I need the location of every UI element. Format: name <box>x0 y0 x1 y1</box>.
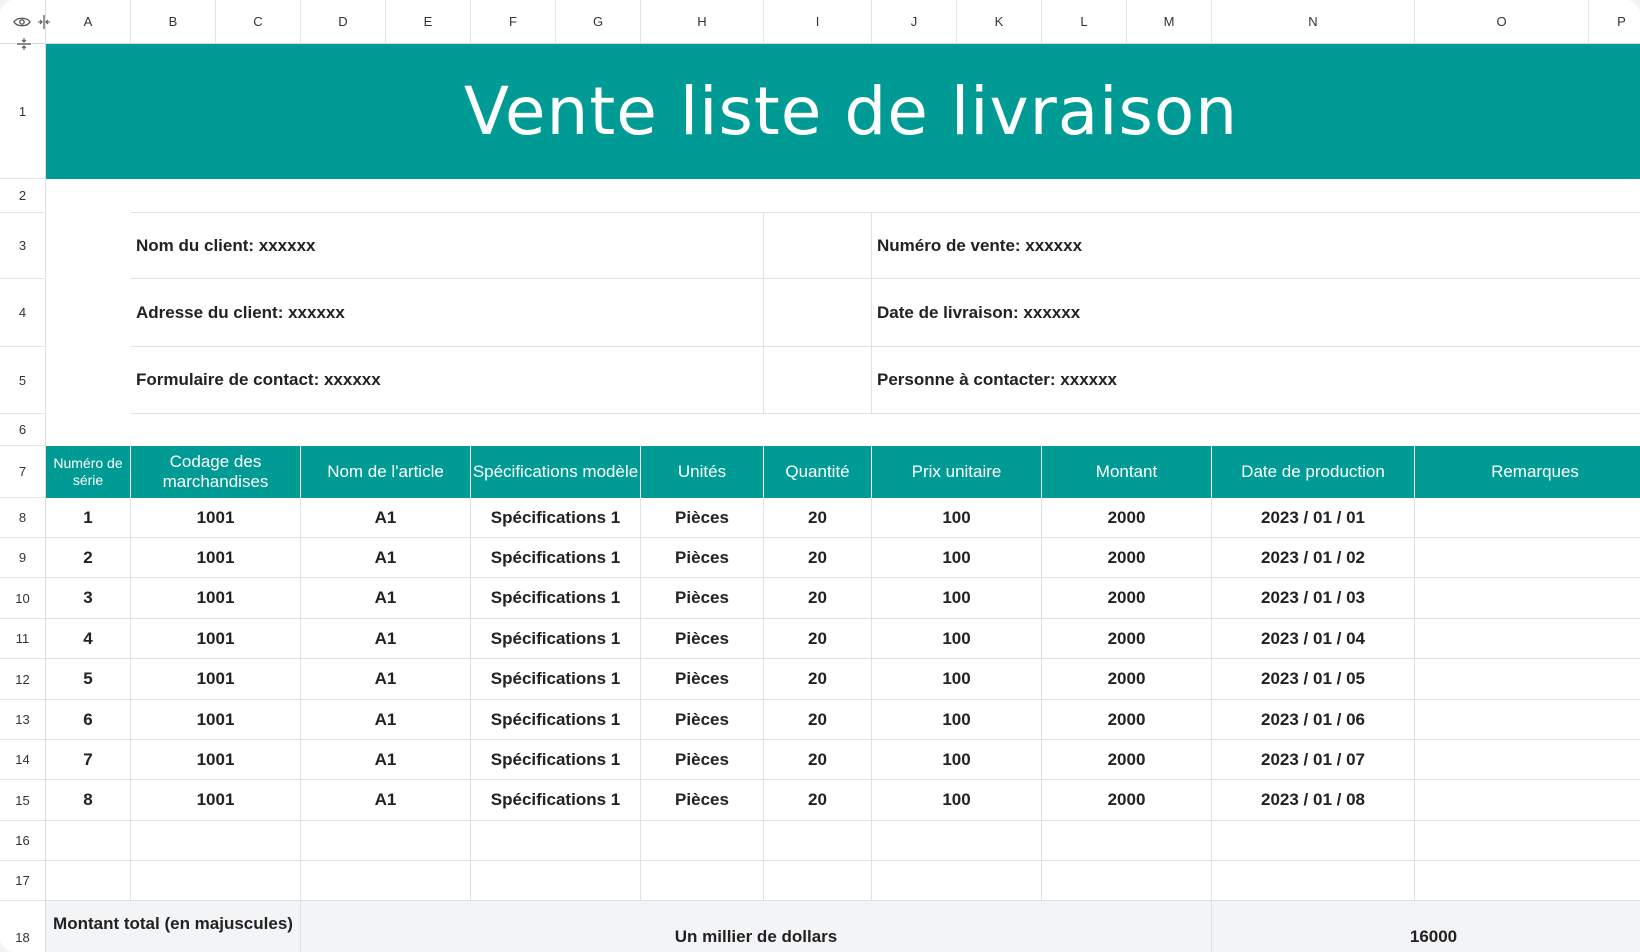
empty-cell[interactable] <box>46 861 131 901</box>
column-header-h[interactable]: H <box>641 0 764 44</box>
info-gap-cell[interactable] <box>764 213 872 279</box>
total-in-words[interactable]: Un millier de dollars <box>301 901 1212 952</box>
cell-serial-number[interactable]: 1 <box>46 498 131 538</box>
cell-units[interactable]: Pièces <box>641 700 764 740</box>
cell-unit-price[interactable]: 100 <box>872 619 1042 659</box>
cell-unit-price[interactable]: 100 <box>872 780 1042 821</box>
cell-model-specs[interactable]: Spécifications 1 <box>471 700 641 740</box>
cell-units[interactable]: Pièces <box>641 740 764 780</box>
row-2-cells[interactable] <box>131 179 1640 213</box>
cell-model-specs[interactable]: Spécifications 1 <box>471 538 641 578</box>
column-header-b[interactable]: B <box>131 0 216 44</box>
cell-amount[interactable]: 2000 <box>1042 659 1212 700</box>
row-header-11[interactable]: 11 <box>0 619 46 659</box>
total-label[interactable]: Montant total (en majuscules) <box>46 901 301 952</box>
cell-remarks[interactable] <box>1415 659 1640 700</box>
row-header-4[interactable]: 4 <box>0 279 46 347</box>
cell-production-date[interactable]: 2023 / 01 / 05 <box>1212 659 1415 700</box>
header-amount[interactable]: Montant <box>1042 446 1212 498</box>
cell-goods-code[interactable]: 1001 <box>131 659 301 700</box>
row-header-16[interactable]: 16 <box>0 821 46 861</box>
empty-cell[interactable] <box>1212 821 1415 861</box>
cell-goods-code[interactable]: 1001 <box>131 578 301 619</box>
cell-serial-number[interactable]: 2 <box>46 538 131 578</box>
cell-item-name[interactable]: A1 <box>301 740 471 780</box>
cell-remarks[interactable] <box>1415 780 1640 821</box>
cell-serial-number[interactable]: 7 <box>46 740 131 780</box>
select-all-corner[interactable] <box>0 0 46 44</box>
cell-remarks[interactable] <box>1415 740 1640 780</box>
info-contact-form[interactable]: Formulaire de contact: xxxxxx <box>131 347 764 414</box>
cell-amount[interactable]: 2000 <box>1042 498 1212 538</box>
empty-cell[interactable] <box>764 861 872 901</box>
empty-cell[interactable] <box>1415 861 1640 901</box>
cell-amount[interactable]: 2000 <box>1042 619 1212 659</box>
empty-cell[interactable] <box>301 821 471 861</box>
empty-cell[interactable] <box>764 821 872 861</box>
column-header-e[interactable]: E <box>386 0 471 44</box>
cell-production-date[interactable]: 2023 / 01 / 01 <box>1212 498 1415 538</box>
cell-unit-price[interactable]: 100 <box>872 538 1042 578</box>
info-delivery-date[interactable]: Date de livraison: xxxxxx <box>872 279 1640 347</box>
cell-model-specs[interactable]: Spécifications 1 <box>471 780 641 821</box>
header-quantity[interactable]: Quantité <box>764 446 872 498</box>
cell-units[interactable]: Pièces <box>641 659 764 700</box>
cell-production-date[interactable]: 2023 / 01 / 07 <box>1212 740 1415 780</box>
empty-cell[interactable] <box>641 861 764 901</box>
column-header-a[interactable]: A <box>46 0 131 44</box>
row-header-10[interactable]: 10 <box>0 578 46 619</box>
empty-cell[interactable] <box>872 861 1042 901</box>
info-gap-cell[interactable] <box>764 279 872 347</box>
row-header-6[interactable]: 6 <box>0 414 46 446</box>
empty-cell[interactable] <box>301 861 471 901</box>
empty-cell[interactable] <box>1042 821 1212 861</box>
cell-amount[interactable]: 2000 <box>1042 538 1212 578</box>
cell-amount[interactable]: 2000 <box>1042 780 1212 821</box>
info-client-address[interactable]: Adresse du client: xxxxxx <box>131 279 764 347</box>
cell-item-name[interactable]: A1 <box>301 780 471 821</box>
row-header-3[interactable]: 3 <box>0 213 46 279</box>
cell-quantity[interactable]: 20 <box>764 538 872 578</box>
header-item-name[interactable]: Nom de l'article <box>301 446 471 498</box>
cell-serial-number[interactable]: 8 <box>46 780 131 821</box>
cell-goods-code[interactable]: 1001 <box>131 619 301 659</box>
column-header-n[interactable]: N <box>1212 0 1415 44</box>
row-header-1[interactable]: 1 <box>0 44 46 179</box>
cell-remarks[interactable] <box>1415 619 1640 659</box>
cell-unit-price[interactable]: 100 <box>872 498 1042 538</box>
cell-unit-price[interactable]: 100 <box>872 659 1042 700</box>
column-header-l[interactable]: L <box>1042 0 1127 44</box>
cell-item-name[interactable]: A1 <box>301 659 471 700</box>
info-client-name[interactable]: Nom du client: xxxxxx <box>131 213 764 279</box>
row-header-18[interactable]: 18 <box>0 901 46 952</box>
cell-item-name[interactable]: A1 <box>301 619 471 659</box>
cell-model-specs[interactable]: Spécifications 1 <box>471 498 641 538</box>
total-value[interactable]: 16000 <box>1212 901 1640 952</box>
row-header-17[interactable]: 17 <box>0 861 46 901</box>
cell-item-name[interactable]: A1 <box>301 538 471 578</box>
cell-goods-code[interactable]: 1001 <box>131 740 301 780</box>
cell-remarks[interactable] <box>1415 700 1640 740</box>
cell-production-date[interactable]: 2023 / 01 / 06 <box>1212 700 1415 740</box>
row-header-8[interactable]: 8 <box>0 498 46 538</box>
empty-cell[interactable] <box>46 821 131 861</box>
info-contact-person[interactable]: Personne à contacter: xxxxxx <box>872 347 1640 414</box>
cell-units[interactable]: Pièces <box>641 780 764 821</box>
cell-quantity[interactable]: 20 <box>764 700 872 740</box>
cell-production-date[interactable]: 2023 / 01 / 08 <box>1212 780 1415 821</box>
row-header-15[interactable]: 15 <box>0 780 46 821</box>
cell-goods-code[interactable]: 1001 <box>131 700 301 740</box>
row-header-13[interactable]: 13 <box>0 700 46 740</box>
eye-icon[interactable] <box>13 16 31 28</box>
header-production-date[interactable]: Date de production <box>1212 446 1415 498</box>
cell-quantity[interactable]: 20 <box>764 659 872 700</box>
column-header-f[interactable]: F <box>471 0 556 44</box>
cell-serial-number[interactable]: 6 <box>46 700 131 740</box>
cell-item-name[interactable]: A1 <box>301 578 471 619</box>
cell-amount[interactable]: 2000 <box>1042 578 1212 619</box>
cell-remarks[interactable] <box>1415 498 1640 538</box>
cell-units[interactable]: Pièces <box>641 578 764 619</box>
cell-units[interactable]: Pièces <box>641 538 764 578</box>
freeze-rows-icon[interactable] <box>16 36 32 52</box>
empty-cell[interactable] <box>872 821 1042 861</box>
cell-quantity[interactable]: 20 <box>764 619 872 659</box>
header-remarks[interactable]: Remarques <box>1415 446 1640 498</box>
header-unit-price[interactable]: Prix unitaire <box>872 446 1042 498</box>
row-header-12[interactable]: 12 <box>0 659 46 700</box>
column-header-m[interactable]: M <box>1127 0 1212 44</box>
cell-remarks[interactable] <box>1415 578 1640 619</box>
column-header-i[interactable]: I <box>764 0 872 44</box>
header-serial-number[interactable]: Numéro de série <box>46 446 131 498</box>
cell-quantity[interactable]: 20 <box>764 498 872 538</box>
cell-item-name[interactable]: A1 <box>301 700 471 740</box>
column-header-d[interactable]: D <box>301 0 386 44</box>
cell-model-specs[interactable]: Spécifications 1 <box>471 578 641 619</box>
cell-model-specs[interactable]: Spécifications 1 <box>471 740 641 780</box>
column-header-g[interactable]: G <box>556 0 641 44</box>
cell-quantity[interactable]: 20 <box>764 740 872 780</box>
cell-production-date[interactable]: 2023 / 01 / 02 <box>1212 538 1415 578</box>
cell-quantity[interactable]: 20 <box>764 780 872 821</box>
empty-cell[interactable] <box>1415 821 1640 861</box>
column-header-j[interactable]: J <box>872 0 957 44</box>
cell-goods-code[interactable]: 1001 <box>131 538 301 578</box>
cell-unit-price[interactable]: 100 <box>872 700 1042 740</box>
empty-cell[interactable] <box>1212 861 1415 901</box>
info-sale-number[interactable]: Numéro de vente: xxxxxx <box>872 213 1640 279</box>
cell-model-specs[interactable]: Spécifications 1 <box>471 659 641 700</box>
sheet-title[interactable]: Vente liste de livraison <box>46 44 1640 179</box>
empty-cell[interactable] <box>131 861 301 901</box>
cell-goods-code[interactable]: 1001 <box>131 498 301 538</box>
row-header-5[interactable]: 5 <box>0 347 46 414</box>
row-header-7[interactable]: 7 <box>0 446 46 498</box>
cell-units[interactable]: Pièces <box>641 619 764 659</box>
empty-cell[interactable] <box>1042 861 1212 901</box>
empty-cell[interactable] <box>471 821 641 861</box>
cell-production-date[interactable]: 2023 / 01 / 04 <box>1212 619 1415 659</box>
cell-a-blank[interactable] <box>46 179 131 446</box>
info-gap-cell[interactable] <box>764 347 872 414</box>
cell-production-date[interactable]: 2023 / 01 / 03 <box>1212 578 1415 619</box>
cell-model-specs[interactable]: Spécifications 1 <box>471 619 641 659</box>
row-header-2[interactable]: 2 <box>0 179 46 213</box>
row-header-9[interactable]: 9 <box>0 538 46 578</box>
column-header-c[interactable]: C <box>216 0 301 44</box>
cell-item-name[interactable]: A1 <box>301 498 471 538</box>
cell-serial-number[interactable]: 5 <box>46 659 131 700</box>
cell-units[interactable]: Pièces <box>641 498 764 538</box>
cell-unit-price[interactable]: 100 <box>872 740 1042 780</box>
cell-goods-code[interactable]: 1001 <box>131 780 301 821</box>
column-header-k[interactable]: K <box>957 0 1042 44</box>
column-header-p[interactable]: P <box>1589 0 1640 44</box>
header-model-specs[interactable]: Spécifications modèle <box>471 446 641 498</box>
empty-cell[interactable] <box>131 821 301 861</box>
row-header-14[interactable]: 14 <box>0 740 46 780</box>
cell-amount[interactable]: 2000 <box>1042 700 1212 740</box>
cell-serial-number[interactable]: 4 <box>46 619 131 659</box>
freeze-columns-icon[interactable] <box>36 14 52 30</box>
cell-unit-price[interactable]: 100 <box>872 578 1042 619</box>
cell-quantity[interactable]: 20 <box>764 578 872 619</box>
empty-cell[interactable] <box>641 821 764 861</box>
empty-cell[interactable] <box>471 861 641 901</box>
header-goods-code[interactable]: Codage des marchandises <box>131 446 301 498</box>
header-units[interactable]: Unités <box>641 446 764 498</box>
cell-amount[interactable]: 2000 <box>1042 740 1212 780</box>
column-header-o[interactable]: O <box>1415 0 1589 44</box>
cell-serial-number[interactable]: 3 <box>46 578 131 619</box>
row-6-cells[interactable] <box>131 414 1640 446</box>
cell-remarks[interactable] <box>1415 538 1640 578</box>
